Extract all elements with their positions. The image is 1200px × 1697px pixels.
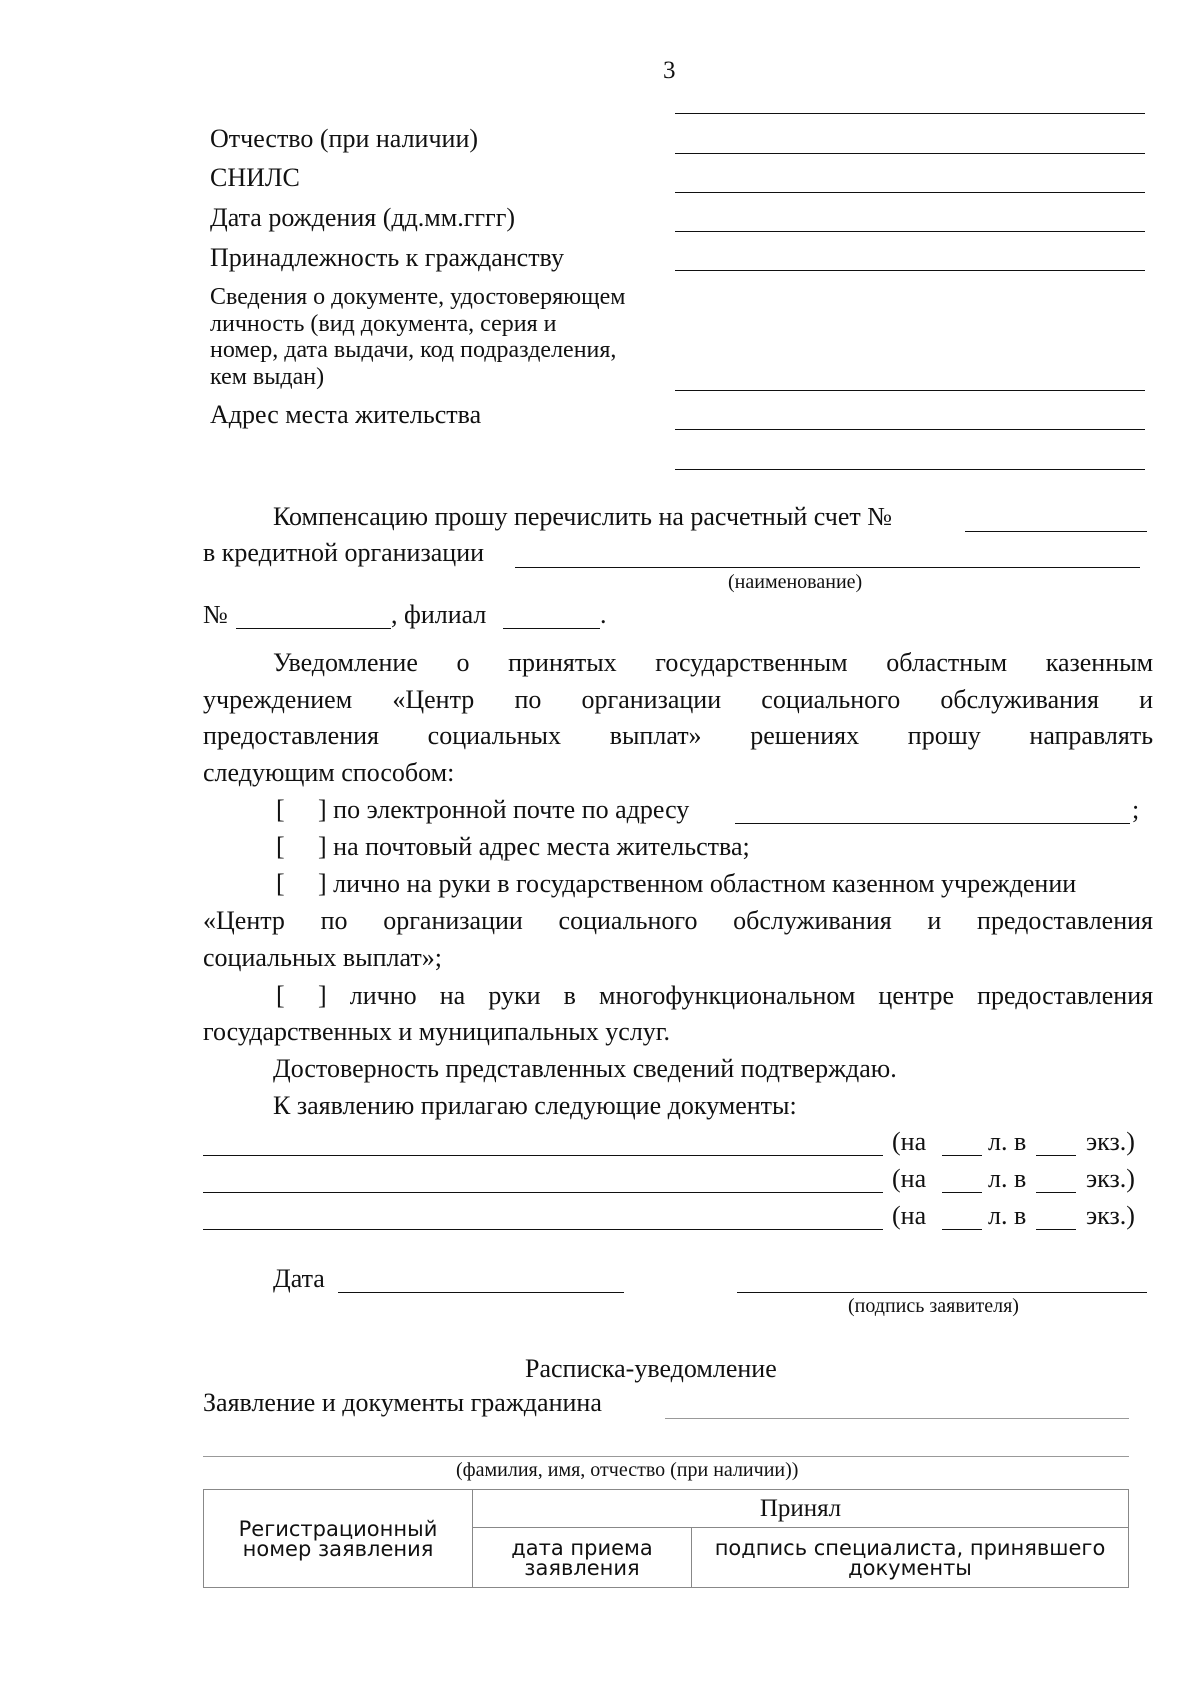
bank-number-line[interactable]: [236, 628, 391, 629]
sheets-line[interactable]: [942, 1155, 982, 1156]
option-postal-label: ] на почтовый адрес места жительства;: [318, 832, 750, 861]
signature-caption: (подпись заявителя): [848, 1295, 1019, 1317]
field-line[interactable]: [675, 231, 1145, 232]
option-personal-line2: «Центр по организации социального обслуживания и предоставления: [203, 906, 1154, 935]
registration-table: [203, 1489, 1129, 1588]
signature-line[interactable]: [737, 1292, 1147, 1293]
field-label-citizenship: Принадлежность к гражданству: [210, 243, 564, 272]
document-page: 3 Отчество (при наличии) СНИЛС Дата рождения (дд.мм.гггг) Принадлежность к гражданству Сведения о документе, удостоверяющем личность (вид документа, серия и номер, дата выдачи, код подразделения, кем выдан) Адрес места жительства Компенсацию прошу перечислить на расчетный счет № в кредитной организации (наименование) № , филиал . Уведомление о принятых государственным областным казенным учреждением «Центр по организации социального обслуживания и предоставления социальных выплат» решениях прошу направлять следующим способом: [ ] по электронной почте по адресу ; [ ] на почтовый адрес места жительства; [ ] лично на руки в государственном областном казенном учреждении «Центр по организации социального обслуживания и предоставления социальных выплат»; [ ] лично на руки в многофункциональном центре предоставления государственных и муниципальных услуг. Достоверность представленных сведений подтверждаю. К заявлению прилагаю следующие документы: (на л. в экз.) (на л. в экз.) (на л. в экз.) Дата (подпись заявителя) Расписка-уведомление Заявление и документы гражданина (фамилия, имя, отчество (при наличии)) Регистрационный номер заявления Принял дата приема заявления подпись специалиста, принявшего документы: [0, 0, 1200, 1697]
account-number-line[interactable]: [965, 531, 1147, 532]
branch-line[interactable]: [503, 628, 600, 629]
compensation-line2: в кредитной организации: [203, 538, 485, 567]
field-label-id-document: Сведения о документе, удостоверяющем личность (вид документа, серия и номер, дата выдачи, код подразделения, кем выдан): [210, 284, 626, 390]
attachment-name-line[interactable]: [203, 1229, 883, 1230]
notification-line-3: предоставления социальных выплат» решениях прошу направлять: [203, 721, 1154, 750]
applicant-name-line[interactable]: [665, 1418, 1129, 1419]
receipt-line: Заявление и документы гражданина: [203, 1388, 602, 1417]
email-line[interactable]: [735, 823, 1130, 824]
notification-line-4: следующим способом:: [203, 758, 455, 787]
specialist-signature-header: подпись специалиста, принявшего документы: [692, 1528, 1129, 1588]
field-line[interactable]: [675, 153, 1145, 154]
attachment-name-line[interactable]: [203, 1192, 883, 1193]
field-line[interactable]: [675, 270, 1145, 271]
bank-name-line[interactable]: [515, 567, 1140, 568]
branch-end: .: [600, 600, 607, 629]
sheets-line[interactable]: [942, 1192, 982, 1193]
attachments-intro: К заявлению прилагаю следующие документы:: [273, 1091, 797, 1120]
date-line[interactable]: [338, 1292, 624, 1293]
notification-line-1: Уведомление о принятых государственным областным казенным: [273, 648, 1154, 677]
option-mfc-checkbox[interactable]: [: [276, 981, 285, 1010]
compensation-line1: Компенсацию прошу перечислить на расчетный счет №: [273, 502, 893, 531]
field-label-snils: СНИЛС: [210, 163, 300, 192]
field-line[interactable]: [675, 469, 1145, 470]
accepted-header: Принял: [473, 1490, 1129, 1528]
field-label-address: Адрес места жительства: [210, 400, 482, 429]
applicant-name-line-2[interactable]: [203, 1456, 1129, 1457]
field-label-patronymic: Отчество (при наличии): [210, 124, 479, 153]
field-line[interactable]: [675, 113, 1145, 114]
field-line[interactable]: [675, 192, 1145, 193]
option-mfc-line2: государственных и муниципальных услуг.: [203, 1017, 671, 1046]
option-postal-checkbox[interactable]: [: [276, 832, 285, 861]
field-label-birthdate: Дата рождения (дд.мм.гггг): [210, 203, 516, 232]
reg-number-header: Регистрационный номер заявления: [204, 1490, 473, 1588]
option-personal-line3: социальных выплат»;: [203, 943, 442, 972]
notification-line-2: учреждением «Центр по организации социального обслуживания и: [203, 685, 1154, 714]
confirm-text: Достоверность представленных сведений подтверждаю.: [273, 1054, 897, 1083]
copies-line[interactable]: [1036, 1229, 1076, 1230]
copies-line[interactable]: [1036, 1155, 1076, 1156]
bank-name-caption: (наименование): [728, 571, 863, 593]
receipt-title: Расписка-уведомление: [525, 1354, 777, 1383]
option-mfc-line1: ] лично на руки в многофункциональном центре предоставления: [318, 981, 1154, 1010]
sheets-line[interactable]: [942, 1229, 982, 1230]
page-number: 3: [663, 57, 676, 84]
option-personal-label: ] лично на руки в государственном областном казенном учреждении: [318, 869, 1077, 898]
bank-number-label: №: [203, 600, 228, 629]
field-line[interactable]: [675, 390, 1145, 391]
option-personal-checkbox[interactable]: [: [276, 869, 285, 898]
option-email-label: ] по электронной почте по адресу: [318, 795, 690, 824]
branch-label: , филиал: [391, 600, 487, 629]
copies-line[interactable]: [1036, 1192, 1076, 1193]
option-email-end: ;: [1132, 795, 1140, 824]
date-received-header: дата приема заявления: [473, 1528, 692, 1588]
field-line[interactable]: [675, 429, 1145, 430]
attachment-name-line[interactable]: [203, 1155, 883, 1156]
option-email-checkbox[interactable]: [: [276, 795, 285, 824]
date-label: Дата: [273, 1264, 325, 1293]
fio-caption: (фамилия, имя, отчество (при наличии)): [456, 1459, 799, 1481]
